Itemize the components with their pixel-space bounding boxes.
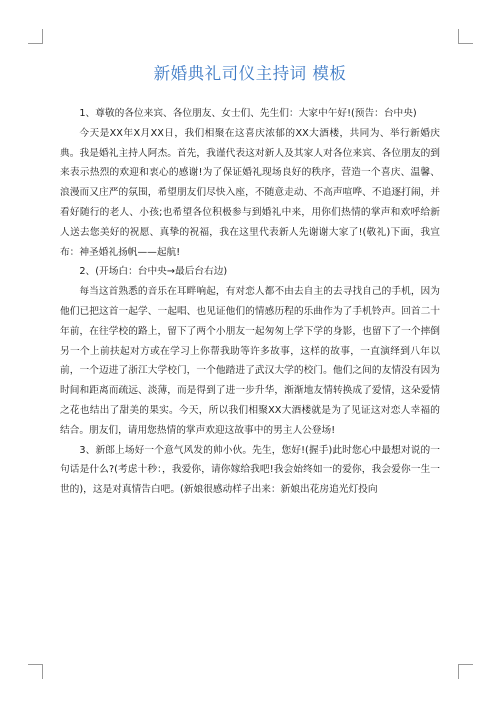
crop-mark-top-left <box>28 29 43 44</box>
document-body <box>60 104 440 500</box>
crop-mark-bottom-left <box>28 664 43 679</box>
document-title: 新婚典礼司仪主持词 模板 <box>153 64 347 83</box>
paragraph-love-story: 每当这首熟悉的音乐在耳畔响起，有对恋人都不由去自主的去寻找自己的手机，因为他们已把这首一起学、一起唱、也见证他们的情感历程的乐曲作为了手机铃声。回首二十年前，在往学校的路上，留下了两个小朋友一起匆匆上学下学的身影，也留下了一个摔倒另一个上前扶起对方或在学习上你帮我助等许多故事，这样的故事，一直演绎到八年以前，一个迈进了浙江大学校门，一个他踏进了武汉大学的校门。他们之间的友情没有因为时间和距离而疏远、淡薄，而是得到了进一步升华，渐渐地友情转换成了爱情，这朵爱情之花也结出了甜美的果实。今天，所以我们相聚XX大酒楼就是为了见证这对恋人幸福的结合。朋友们，请用您热情的掌声欢迎这故事中的男主人公登场! <box>60 286 440 436</box>
paragraph-groom-entrance: 3、新郎上场好一个意气风发的帅小伙。先生，您好!(握手)此时您心中最想对说的一句话是什么?(考虑十秒：，我爱你，请你嫁给我吧!我会始终如一的爱你，我会爱你一生一世的)，这是对真情告白吧。(新娘很感动样子出来：新娘出花房追光灯投向 <box>60 444 440 496</box>
paragraph-section-2-heading: 2、(开场白：台中央→最后台右边) <box>79 266 228 278</box>
paragraph-opening-speech: 今天是XX年X月XX日，我们相聚在这喜庆浓郁的XX大酒楼，共同为、举行新婚庆典。我是婚礼主持人阿杰。首先，我谨代表这对新人及其家人对各位来宾、各位朋友的到来表示热烈的欢迎和衷心的感谢!为了保证婚礼现场良好的秩序，营造一个喜庆、温馨、浪漫而又庄严的氛围，希望朋友们尽快入座，不随意走动、不高声喧哗、不追逐打闹，并看好随行的老人、小孩;也希望各位积极参与到婚礼中来，用你们热情的掌声和欢呼给新人送去您美好的祝愿、真挚的祝福，我在这里代表新人先谢谢大家了!(敬礼)下面，我宣布：神圣婚礼扬帆——起航! <box>60 127 440 258</box>
crop-mark-top-right <box>458 29 473 44</box>
paragraph-greeting: 1、尊敬的各位来宾、各位朋友、女士们、先生们：大家中午好!(预告：台中央) <box>79 108 417 119</box>
crop-mark-bottom-right <box>458 664 473 679</box>
